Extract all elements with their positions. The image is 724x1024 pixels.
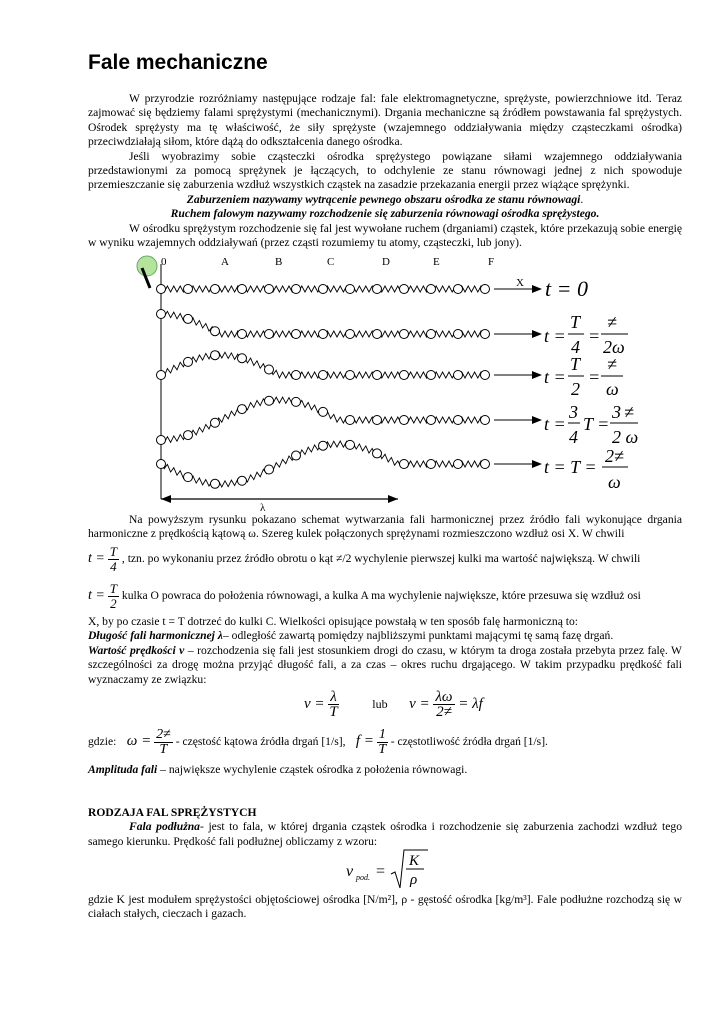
ball — [265, 396, 274, 405]
svg-text:4: 4 — [571, 337, 580, 357]
longitudinal-velocity-formula — [340, 846, 430, 892]
ball — [157, 371, 166, 380]
paragraph-quarter: , tzn. po wykonaniu przez źródło obrotu o kąt ≠/2 wychylenie pierwszej kulki ma wartość największą. W chwili — [121, 552, 641, 566]
ball — [481, 285, 490, 294]
svg-text:≠: ≠ — [607, 354, 617, 374]
definition-longitudinal: Fala podłużna- jest to fala, w której drgania cząstek ośrodka i rozchodzenie się zaburzenia zachodzi wzdłuż tego samego kierunku. Prędkość fali podłużnej obliczamy z wzoru: — [88, 820, 683, 848]
ball — [184, 314, 193, 323]
time-label-full — [544, 446, 628, 492]
svg-text:≠: ≠ — [607, 312, 617, 332]
label-d: D — [382, 256, 390, 268]
ball — [481, 416, 490, 425]
velocity-formula: v = $\frac{\lambda}{T}$ lub v = $\frac{\lambda\omega}{2\ne}$ = λf — [304, 689, 483, 720]
ball — [157, 310, 166, 319]
svg-text:ω: ω — [608, 472, 621, 492]
svg-text:t =: t = — [544, 367, 566, 387]
ball — [238, 285, 247, 294]
page-title: Fale mechaniczne — [88, 51, 268, 74]
ball — [454, 460, 463, 469]
ball — [265, 285, 274, 294]
definition-wavelength: Długość fali harmonicznej λ– odległość zawartą pomiędzy najbliższymi punktami mającymi tę samą fazę drgań. — [88, 629, 614, 643]
ball — [238, 354, 247, 363]
svg-text:=: = — [588, 326, 601, 346]
svg-text:4: 4 — [569, 427, 578, 447]
ball — [292, 285, 301, 294]
ball — [373, 371, 382, 380]
svg-text:2: 2 — [571, 379, 580, 399]
svg-text:v: v — [346, 863, 354, 880]
svg-text:t =: t = — [544, 326, 566, 346]
axis-arrow-head — [532, 416, 542, 424]
svg-text:2≠: 2≠ — [605, 446, 624, 466]
ball — [157, 460, 166, 469]
ball — [346, 285, 355, 294]
ball — [184, 357, 193, 366]
time-label-quarter — [544, 312, 628, 357]
ball — [400, 330, 409, 339]
ball — [211, 479, 220, 488]
svg-text:T =: T = — [583, 414, 610, 434]
ball — [454, 330, 463, 339]
f-description: - częstotliwość źródła drgań [1/s]. — [390, 735, 548, 749]
ball — [157, 285, 166, 294]
ball — [265, 365, 274, 374]
ball — [292, 397, 301, 406]
ball — [346, 440, 355, 449]
ball — [481, 330, 490, 339]
lambda-label: λ — [260, 502, 266, 514]
ball — [292, 371, 301, 380]
ball — [211, 327, 220, 336]
svg-text:t = T =: t = T = — [544, 457, 597, 477]
svg-text:=: = — [376, 863, 386, 880]
label-a: A — [221, 256, 229, 268]
label-0: 0 — [161, 256, 167, 268]
axis-arrow-head — [532, 371, 542, 379]
svg-text:ω: ω — [606, 379, 619, 399]
ball — [373, 416, 382, 425]
time-label-three-quarter — [544, 402, 638, 447]
svg-text:≠: ≠ — [624, 402, 634, 422]
ball — [427, 460, 436, 469]
label-c: C — [327, 256, 335, 268]
ball — [427, 330, 436, 339]
ball — [454, 416, 463, 425]
paragraph-quantities: X, by po czasie t = T dotrzeć do kulki C. Wielkości opisujące powstałą w ten sposób falę harmoniczną to: — [88, 615, 578, 628]
ball — [184, 431, 193, 440]
ball — [427, 416, 436, 425]
paragraph-springs: Jeśli wyobrazimy sobie cząsteczki ośrodka sprężystego powiązane siłami wzajemnego oddziaływania przedstawionymi za pomocą sprężynek je łączących, to odchylenie ze stanu równowagi jednej z nich spowoduje przemieszczanie się zaburzenia wzdłuż wszystkich cząstek na zasadzie przekazania energii przez wiążące sprężynki. — [88, 149, 682, 192]
ball — [346, 371, 355, 380]
svg-text:3: 3 — [612, 402, 621, 422]
axis-arrow-head — [532, 330, 542, 338]
ball — [184, 285, 193, 294]
ball — [319, 285, 328, 294]
svg-text:T: T — [570, 354, 581, 374]
svg-text:ρ: ρ — [410, 872, 418, 888]
paragraph-figure-desc: Na powyższym rysunku pokazano schemat wytwarzania fali harmonicznej przez źródło fali wykonujące drgania harmoniczne z prędkością kątową ω. Szereg kulek połączonych sprężynami rozmieszczono wzdłuż osi X. W chwili — [88, 513, 682, 541]
ball — [481, 371, 490, 380]
ball — [319, 371, 328, 380]
ball — [319, 407, 328, 416]
ball — [454, 371, 463, 380]
ball — [265, 465, 274, 474]
paragraph-intro: W przyrodzie rozróżniamy następujące rodzaje fal: fale elektromagnetyczne, sprężyste, powierzchniowe itd. Teraz zajmować się będziemy falami sprężystymi (mechanicznymi). Drgania mechaniczne są źródłem powstawania fal sprężystych. Ośrodek sprężysty ma tę właściwość, że siły sprężyste (wzajemnego oddziaływania między cząsteczkami ośrodka) przeciwdziałają siłom, które dążą do odkształcenia danego ośrodka. — [88, 92, 682, 149]
ball — [211, 285, 220, 294]
ball — [454, 285, 463, 294]
ball — [292, 451, 301, 460]
svg-text:=: = — [588, 367, 601, 387]
ball — [346, 330, 355, 339]
definition-velocity: Wartość prędkości v – rozchodzenia się fali jest stosunkiem drogi do czasu, w którym ta droga została przebyta przez falę. W szczególności za drogę można przyjąć długość fali, a za czas – okres ruchu drgającego. W takim przypadku prędkość fali wyznaczamy ze związku: — [88, 643, 682, 686]
ball — [319, 330, 328, 339]
svg-text:2ω: 2ω — [603, 337, 625, 357]
paragraph-medium: W ośrodku sprężystym rozchodzenie się fal jest wywołane ruchem (drganiami) cząstek, które przekazują sobie energię w wyniku wzajemnych oddziaływań (przez cząsti rozumiemy tu atomy, cząsteczki, lub jony). — [88, 221, 682, 250]
ball — [265, 330, 274, 339]
label-b: B — [275, 256, 283, 268]
ball — [211, 351, 220, 360]
ball — [292, 330, 301, 339]
gdzie-label: gdzie: — [88, 735, 117, 749]
svg-text:t =: t = — [544, 414, 566, 434]
svg-text:2 ω: 2 ω — [612, 427, 639, 447]
paragraph-half: kulka O powraca do położenia równowagi, a kulka A ma wychylenie największe, które przesuwa się wzdłuż osi — [121, 589, 641, 603]
axis-arrow-head — [532, 460, 542, 468]
ball — [400, 416, 409, 425]
ball — [184, 473, 193, 482]
label-f: F — [488, 256, 495, 268]
axis-arrow-head — [532, 285, 542, 293]
paragraph-last: gdzie K jest modułem sprężystości objętościowej ośrodka [N/m²], ρ - gęstość ośrodka [kg/m³]. Fale podłużne rozchodzą się w ciałach stałych, cieczach i gazach. — [88, 893, 682, 921]
ball — [346, 416, 355, 425]
lub-text: lub — [372, 697, 388, 711]
time-label-half — [544, 354, 623, 399]
ball — [400, 285, 409, 294]
definition-amplitude: Amplituda fali – największe wychylenie cząstek ośrodka z położenia równowagi. — [88, 763, 468, 776]
ball — [211, 418, 220, 427]
svg-text:T: T — [570, 312, 581, 332]
ball — [427, 285, 436, 294]
spring-row-3 — [161, 397, 487, 443]
svg-text:3: 3 — [569, 402, 578, 422]
omega-description: - częstość kątowa źródła drgań [1/s], — [175, 735, 346, 749]
ball — [238, 405, 247, 414]
ball — [238, 476, 247, 485]
label-e: E — [433, 256, 440, 268]
definition-wave-motion: Ruchem falowym nazywamy rozchodzenie się zaburzenia równowagi ośrodka sprężystego. — [170, 207, 600, 221]
ball — [427, 371, 436, 380]
ball — [481, 460, 490, 469]
label-x: X — [516, 277, 524, 289]
ball — [373, 449, 382, 458]
definition-disturbance: Zaburzeniem nazywamy wytrącenie pewnego obszaru ośrodka ze stanu równowagi. — [186, 192, 584, 206]
section-heading: RODZAJA FAL SPRĘŻYSTYCH — [88, 806, 257, 819]
svg-text:pod.: pod. — [356, 873, 370, 882]
wave-figure — [128, 252, 639, 514]
ball — [400, 371, 409, 380]
ball — [319, 441, 328, 450]
ball — [373, 285, 382, 294]
svg-text:t = 0: t = 0 — [545, 276, 588, 301]
source-circle — [137, 256, 157, 276]
ball — [373, 330, 382, 339]
ball — [238, 330, 247, 339]
svg-text:K: K — [409, 853, 420, 869]
ball — [157, 436, 166, 445]
ball — [400, 460, 409, 469]
